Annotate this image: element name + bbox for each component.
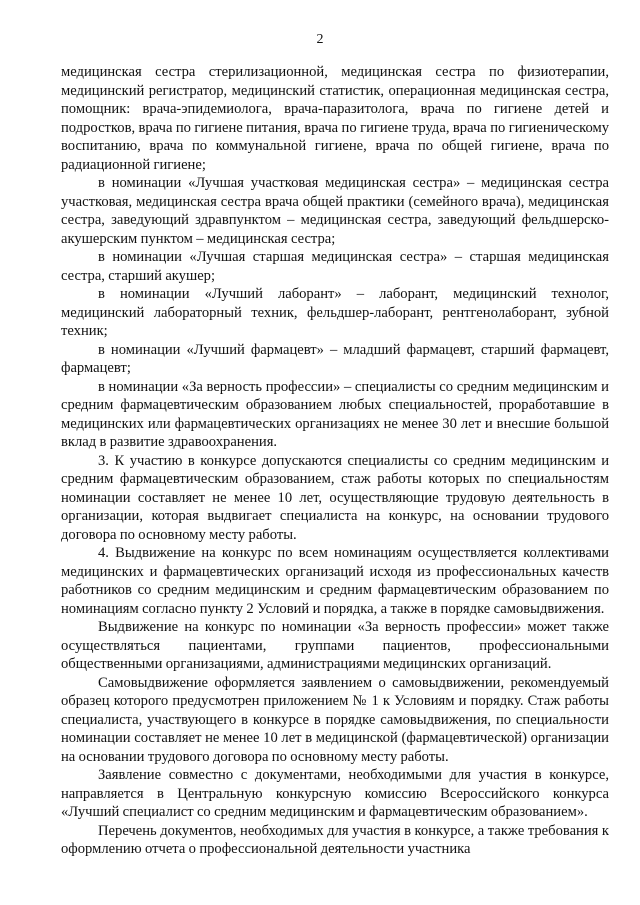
paragraph-nomination-pharmacist: в номинации «Лучший фармацевт» – младший фармацевт, старший фармацевт, фармацевт; [61,341,609,376]
paragraph-nomination-district-nurse: в номинации «Лучшая участковая медицинская сестра» – медицинская сестра участковая, медицинская сестра врача общей практики (семейного врача), медицинская сестра, заведующий здравпунктом – медицинская сестра, заведующий фельдшерско-акушерским пунктом – медицинская сестра; [61,175,609,247]
page-number: 2 [316,32,324,47]
paragraph-self-nomination: Самовыдвижение оформляется заявлением о самовыдвижении, рекомендуемый образец которого предусмотрен приложением № 1 к Условиям и порядку. Стаж работы специалиста, участвующего в конкурсе в порядке самовыдвижения, по специальности номинации составляет не менее 10 лет в медицинской (фармацевтической) организации на основании трудового договора по основному месту работы. [61,674,609,765]
paragraph-nomination-head-nurse: в номинации «Лучшая старшая медицинская сестра» – старшая медицинская сестра, старший акушер; [61,249,609,284]
paragraph-nominee-list-continued: медицинская сестра стерилизационной, медицинская сестра по физиотерапии, медицинский регистратор, медицинский статистик, операционная медицинская сестра, помощник: врача-эпидемиолога, врача-паразитолога, врача по гигиене детей и подростков, врача по гигиене питания, врача по гигиене труда, врача по гигиеническому воспитанию, врача по коммунальной гигиене, врача по общей гигиене, врача по радиационной гигиене; [61,64,609,173]
paragraph-nomination-lab-assistant: в номинации «Лучший лаборант» – лаборант, медицинский технолог, медицинский лабораторный техник, фельдшер-лаборант, рентгенолаборант, зубной техник; [61,286,609,339]
paragraph-document-list: Перечень документов, необходимых для участия в конкурсе, а также требования к оформлению отчета о профессиональной деятельности участника [61,822,609,857]
paragraph-application-submission: Заявление совместно с документами, необходимыми для участия в конкурсе, направляется в Центральную конкурсную комиссию Всероссийского конкурса «Лучший специалист со средним медицинским и фармацевтическим образованием». [61,767,609,820]
paragraph-clause-4: 4. Выдвижение на конкурс по всем номинациям осуществляется коллективами медицинских и фармацевтических организаций исходя из профессиональных качеств работников со средним медицинским и средним фармацевтическим образованием по номинациям согласно пункту 2 Условий и порядка, а также в порядке самовыдвижения. [61,545,609,617]
paragraph-nomination-loyalty: в номинации «За верность профессии» – специалисты со средним медицинским и средним фармацевтическим образованием любых специальностей, проработавшие в медицинских или фармацевтических организациях не менее 30 лет и внесшие большой вклад в развитие здравоохранения. [61,378,609,450]
paragraph-loyalty-nomination-rules: Выдвижение на конкурс по номинации «За верность профессии» может также осуществляться пациентами, группами пациентов, профессиональными общественными организациями, администрациями медицинских организаций. [61,619,609,672]
document-body [61,63,609,859]
paragraph-clause-3: 3. К участию в конкурсе допускаются специалисты со средним медицинским и средним фармацевтическим образованием, стаж работы которых по специальностям номинации составляет не менее 10 лет, осуществляющие трудовую деятельность в организации, которая выдвигает специалиста на конкурс, на основании трудового договора по основному месту работы. [61,452,609,543]
